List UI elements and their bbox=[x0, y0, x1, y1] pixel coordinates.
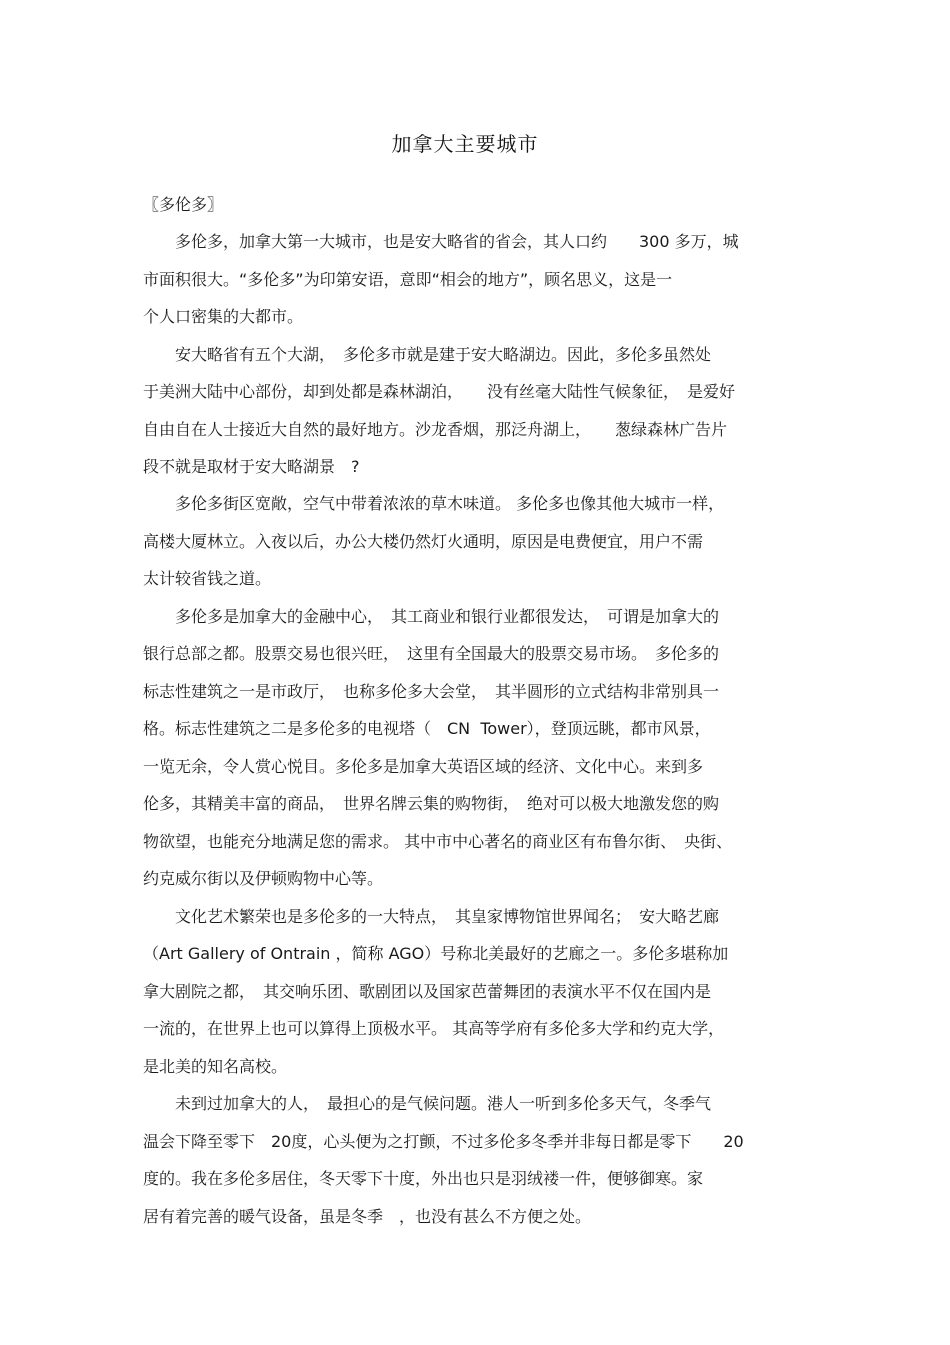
paragraph-line: （Art Gallery of Ontrain ，简称 AGO）号称北美最好的艺廊之一。多伦多堪称加 bbox=[143, 944, 729, 963]
paragraph-line: 物欲望，也能充分地满足您的需求。 其中市中心著名的商业区有布鲁尔街、 央街、 bbox=[143, 832, 733, 851]
paragraph-line: 居有着完善的暖气设备，虽是冬季 ，也没有甚么不方便之处。 bbox=[143, 1207, 592, 1226]
paragraph-line: 约克威尔街以及伊顿购物中心等。 bbox=[143, 869, 384, 888]
paragraph-line: 段不就是取材于安大略湖景 ? bbox=[143, 457, 360, 476]
paragraph-line: 一览无余，令人赏心悦目。多伦多是加拿大英语区域的经济、文化中心。来到多 bbox=[143, 757, 704, 776]
paragraph-line: 多伦多街区宽敞，空气中带着浓浓的草木味道。 多伦多也像其他大城市一样， bbox=[143, 494, 725, 513]
paragraph-line: 高楼大厦林立。入夜以后，办公大楼仍然灯火通明，原因是电费便宜，用户不需 bbox=[143, 532, 704, 551]
page-title: 加拿大主要城市 bbox=[391, 132, 539, 156]
paragraph-line: 度的。我在多伦多居住，冬天零下十度，外出也只是羽绒褛一件，便够御寒。家 bbox=[143, 1169, 704, 1188]
paragraph-line: 一流的，在世界上也可以算得上顶极水平。 其高等学府有多伦多大学和约克大学， bbox=[143, 1019, 725, 1038]
paragraph-line: 安大略省有五个大湖， 多伦多市就是建于安大略湖边。因此，多伦多虽然处 bbox=[143, 345, 712, 364]
paragraph-line: 拿大剧院之都， 其交响乐团、歌剧团以及国家芭蕾舞团的表演水平不仅在国内是 bbox=[143, 982, 712, 1001]
paragraph-line: 文化艺术繁荣也是多伦多的一大特点， 其皇家博物馆世界闻名； 安大略艺廊 bbox=[143, 907, 720, 926]
paragraph-line: 银行总部之都。股票交易也很兴旺， 这里有全国最大的股票交易市场。 多伦多的 bbox=[143, 644, 720, 663]
paragraph-line: 于美洲大陆中心部份，却到处都是森林湖泊， 没有丝毫大陆性气候象征， 是爱好 bbox=[143, 382, 736, 401]
paragraph-line: 市面积很大。“多伦多”为印第安语，意即“相会的地方”，顾名思义，这是一 bbox=[143, 270, 673, 289]
paragraph-line: 多伦多是加拿大的金融中心， 其工商业和银行业都很发达， 可谓是加拿大的 bbox=[143, 607, 720, 626]
paragraph-line: 未到过加拿大的人， 最担心的是气候问题。港人一听到多伦多天气，冬季气 bbox=[143, 1094, 712, 1113]
paragraph-line: 个人口密集的大都市。 bbox=[143, 307, 304, 326]
paragraph-line: 格。标志性建筑之二是多伦多的电视塔（ CN Tower），登顶远眺，都市风景， bbox=[143, 719, 711, 738]
section-heading: 〖多伦多〗 bbox=[143, 195, 224, 214]
paragraph-line: 自由自在人士接近大自然的最好地方。沙龙香烟，那泛舟湖上， 葱绿森林广告片 bbox=[143, 420, 728, 439]
paragraph-line: 太计较省钱之道。 bbox=[143, 569, 272, 588]
paragraph-line: 是北美的知名高校。 bbox=[143, 1057, 288, 1076]
paragraph-line: 温会下降至零下 20度，心头便为之打颤，不过多伦多冬季并非每日都是零下 20 bbox=[143, 1132, 744, 1151]
paragraph-line: 标志性建筑之一是市政厅， 也称多伦多大会堂， 其半圆形的立式结构非常别具一 bbox=[143, 682, 720, 701]
paragraph-line: 多伦多，加拿大第一大城市，也是安大略省的省会，其人口约 300 多万，城 bbox=[143, 232, 739, 251]
paragraph-line: 伦多，其精美丰富的商品， 世界名牌云集的购物街， 绝对可以极大地激发您的购 bbox=[143, 794, 720, 813]
